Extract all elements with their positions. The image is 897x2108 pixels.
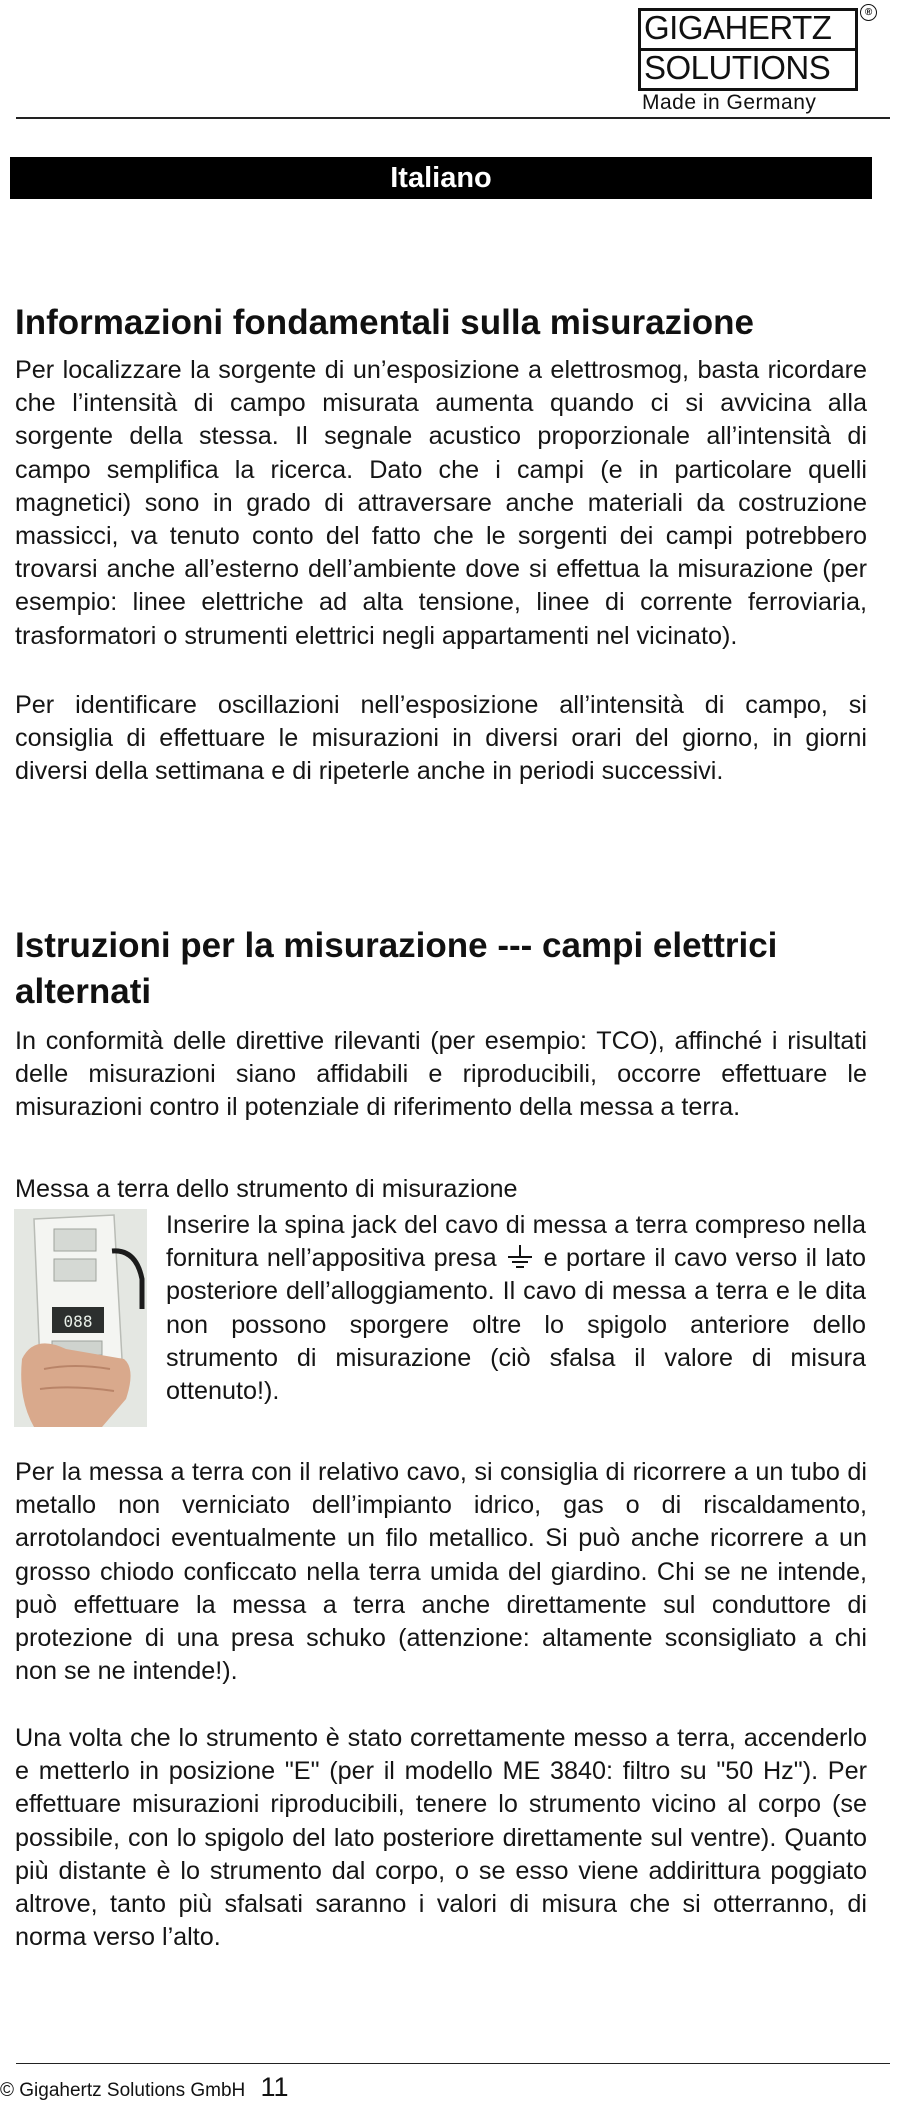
logo-bottom-box xyxy=(638,48,858,91)
paragraph-grounding-methods: Per la messa a terra con il relativo cavo, si consiglia di ricorrere a un tubo di metallo non verniciato dell’impianto idrico, gas o di riscaldamento, arrotolandoci eventualmente un filo metallico. Si può anche ricorrere a un grosso chiodo conficcato nella terra umida del giardino. Chi se ne intende, può effettuare la messa a terra anche direttamente sul conduttore di protezione di una presa schuko (attenzione: altamente sconsigliato a chi non se ne intende!). xyxy=(15,1458,867,1686)
grounding-text-part2: e portare il cavo verso il lato posteriore dell’alloggiamento. Il cavo di messa a terra e le dita non possono sporgere oltre lo spigolo anteriore dello strumento di misurazione (ciò sfalsa il valore di misura ottenuto!). xyxy=(166,1244,867,1406)
page-number: 11 xyxy=(260,2072,289,2102)
footer-copyright: © Gigahertz Solutions GmbH xyxy=(0,2080,246,2101)
page-footer xyxy=(0,2072,289,2106)
language-bar: Italiano xyxy=(10,157,872,199)
footer-divider xyxy=(16,2063,890,2064)
header-divider xyxy=(16,117,890,119)
paragraph-instructions-intro: In conformità delle direttive rilevanti (per esempio: TCO), affinché i risultati delle misurazioni siano affidabili e riproducibili, occorre effettuare le misurazioni contro il potenziale di riferimento della messa a terra. xyxy=(15,1027,867,1122)
section-title-basics: Informazioni fondamentali sulla misurazione xyxy=(15,303,754,342)
brand-tagline: Made in Germany xyxy=(642,91,817,114)
logo-top-box xyxy=(638,8,858,48)
ground-socket-icon xyxy=(505,1245,535,1271)
section-title-instructions: Istruzioni per la misurazione --- campi elettrici alternati xyxy=(15,926,778,1011)
registered-mark: ® xyxy=(860,4,877,21)
brand-name-line2: SOLUTIONS xyxy=(644,49,831,86)
device-in-hand-photo xyxy=(14,1209,147,1427)
paragraph-basics-1: Per localizzare la sorgente di un’esposizione a elettrosmog, basta ricordare che l’intensità di campo misurata aumenta quando ci si avvicina alla sorgente della stessa. Il segnale acustico proporzionale all’intensità di campo semplifica la ricerca. Dato che i campi (e in particolare quelli magnetici) sono in grado di attraversare anche materiali da costruzione massicci, va tenuto conto del fatto che le sorgenti dei campi potrebbero trovarsi anche all’esterno dell’ambiente dove si effettua la misurazione (per esempio: linee elettriche ad alta tensione, linee di corrente ferroviaria, trasformatori o strumenti elettrici negli appartamenti nel vicinato). xyxy=(15,356,867,650)
subheading-grounding: Messa a terra dello strumento di misurazione xyxy=(15,1175,518,1203)
paragraph-basics-2: Per identificare oscillazioni nell’esposizione all’intensità di campo, si consiglia di effettuare le misurazioni in diversi orari del giorno, in giorni diversi della settimana e di ripeterle anche in periodi successivi. xyxy=(15,691,867,786)
brand-name-line1: GIGAHERTZ xyxy=(644,9,832,46)
device-illustration xyxy=(14,1209,147,1427)
brand-logo xyxy=(638,7,873,114)
paragraph-grounding-instructions xyxy=(166,1209,866,1408)
device-display-readout: 088 xyxy=(63,1312,93,1331)
paragraph-measurement-procedure: Una volta che lo strumento è stato correttamente messo a terra, accenderlo e metterlo in posizione "E" (per il modello ME 3840: filtro su "50 Hz"). Per effettuare misurazioni riproducibili, tenere lo strumento vicino al corpo (se possibile, con lo spigolo del lato posteriore direttamente sul ventre). Quanto più distante è lo strumento dal corpo, o se esso viene addirittura poggiato altrove, tanto più sfalsati saranno i valori di misura che si otterranno, di norma verso l’alto. xyxy=(15,1724,867,1952)
grounding-text-part1: Inserire la spina jack del cavo di messa a terra compreso nella fornitura nell’appositiva presa xyxy=(166,1211,866,1273)
